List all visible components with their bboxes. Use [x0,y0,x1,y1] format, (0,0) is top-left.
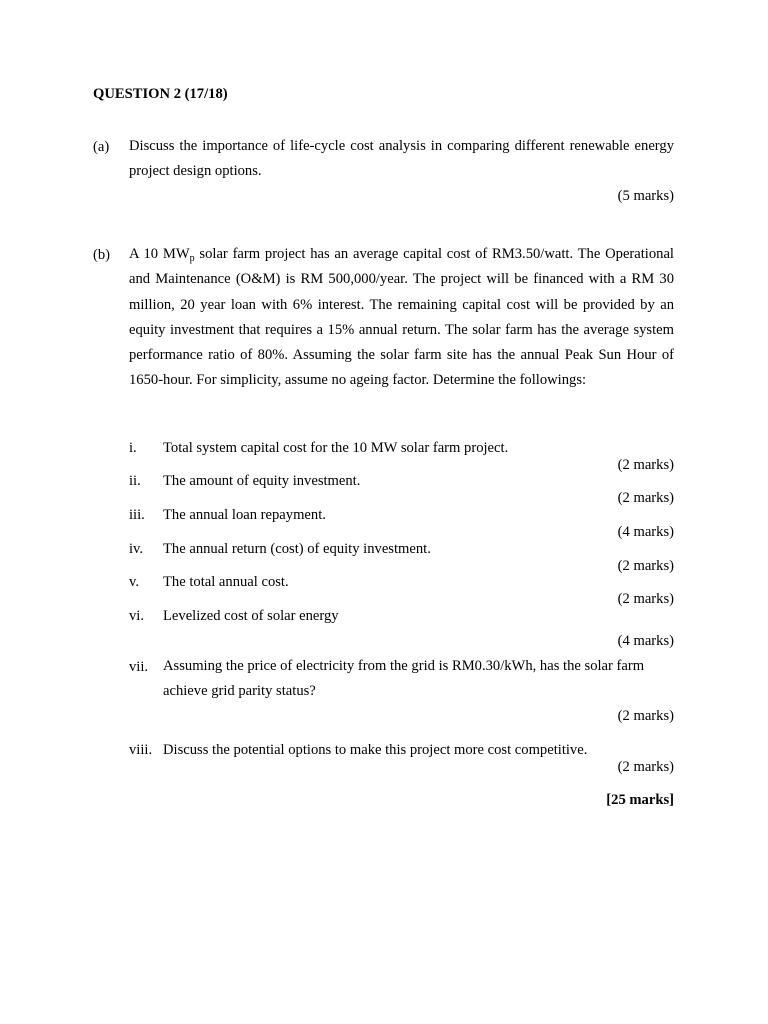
item-marks: (2 marks) [617,759,674,775]
part-b-intro-post: solar farm project has an average capital cost of RM3.50/watt. The Operational and Maintenance (O&M) is RM 500,000/year. The project will be financed with a RM 30 million, 20 year loan with 6% interest. The remaining capital cost will be provided by an equity investment that requires a 15% annual return. The solar farm has the average system performance ratio of 80%. Assuming the solar farm site has the annual Peak Sun Hour of 1650-hour. For simplicity, assume no ageing factor. Determine the followings: [129,246,674,389]
part-b-intro-pre: A 10 MW [129,246,190,262]
item-marks: (2 marks) [617,457,674,473]
item-num: iii. [129,507,145,523]
item-num: i. [129,440,137,456]
item-num: vii. [129,659,149,675]
item-text: Total system capital cost for the 10 MW solar farm project. [163,440,509,456]
item-text: Levelized cost of solar energy [163,608,339,624]
item-text: The annual return (cost) of equity investment. [163,541,431,557]
item-marks: (2 marks) [617,558,674,574]
question-title: QUESTION 2 (17/18) [93,86,228,102]
item-text: Discuss the potential options to make this project more cost competitive. [163,742,588,758]
item-text: Assuming the price of electricity from the grid is RM0.30/kWh, has the solar farm achieve grid parity status? [163,658,645,700]
item-num: iv. [129,541,144,557]
part-a-label: (a) [93,139,110,155]
part-b-label: (b) [93,247,111,263]
item-marks: (2 marks) [617,490,674,506]
part-b-intro-sub: p [189,253,195,264]
item-marks: (2 marks) [617,708,674,724]
item-text: The amount of equity investment. [163,473,361,489]
item-num: ii. [129,473,141,489]
item-marks: (2 marks) [617,591,674,607]
item-text: The total annual cost. [163,574,289,590]
item-marks: (4 marks) [617,633,674,649]
part-b-text [129,242,674,394]
part-a-marks: (5 marks) [617,188,674,204]
item-num: vi. [129,608,144,624]
item-num: v. [129,574,139,590]
part-a-text: Discuss the importance of life-cycle cost analysis in comparing different renewable energy project design options. [129,138,674,180]
item-num: viii. [129,742,153,758]
total-marks: [25 marks] [606,792,674,808]
item-text: The annual loan repayment. [163,507,326,523]
item-marks: (4 marks) [617,524,674,540]
